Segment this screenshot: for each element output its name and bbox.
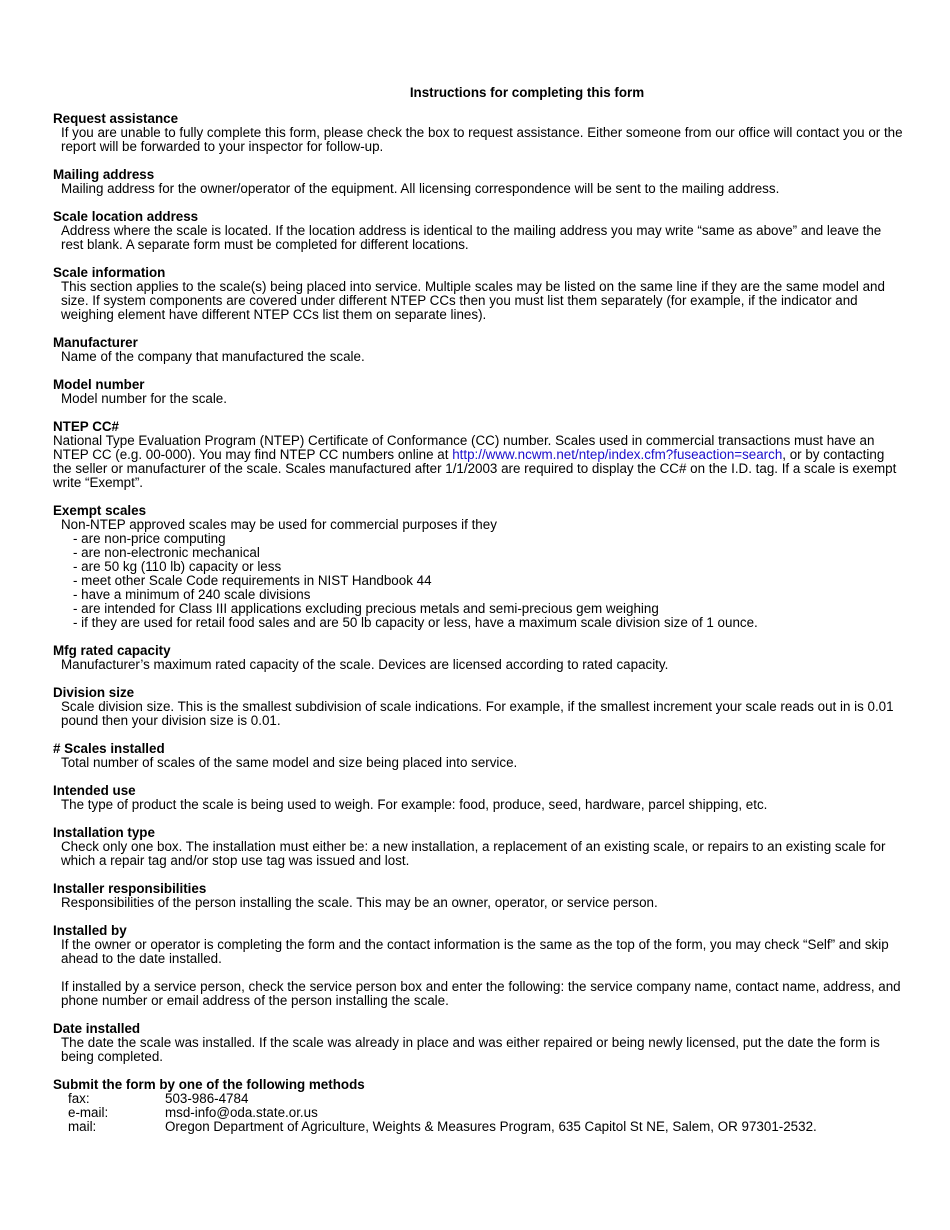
section-heading: # Scales installed	[53, 741, 165, 756]
section-heading: NTEP CC#	[53, 419, 119, 434]
list-item: - have a minimum of 240 scale divisions	[73, 587, 311, 602]
section-installation-type	[53, 826, 903, 868]
section-body: Responsibilities of the person installing the scale. This may be an owner, operator, or service person.	[61, 895, 658, 910]
section-installer-responsibilities	[53, 882, 903, 910]
section-intended-use	[53, 784, 903, 812]
section-body: If installed by a service person, check the service person box and enter the following: the service company name, contact name, address, and phone number or email address of the person installing the scale.	[61, 979, 901, 1008]
submit-row-email	[53, 1106, 903, 1120]
list-item: - are 50 kg (110 lb) capacity or less	[73, 559, 282, 574]
section-body: If the owner or operator is completing the form and the contact information is the same as the top of the form, you may check “Self” and skip ahead to the date installed.	[61, 937, 889, 966]
section-heading: Installer responsibilities	[53, 881, 207, 896]
section-heading: Scale location address	[53, 209, 199, 224]
section-heading: Mfg rated capacity	[53, 643, 171, 658]
submit-label: fax:	[68, 1091, 90, 1106]
section-body: Name of the company that manufactured the scale.	[61, 349, 365, 364]
list-item: - are non-price computing	[73, 531, 226, 546]
section-manufacturer	[53, 336, 903, 364]
section-body: Non-NTEP approved scales may be used for commercial purposes if they	[61, 517, 497, 532]
list-item: - meet other Scale Code requirements in NIST Handbook 44	[73, 573, 432, 588]
section-body: The date the scale was installed. If the scale was already in place and was either repaired or being newly licensed, put the date the form is being completed.	[61, 1035, 880, 1064]
section-mfg-rated-capacity	[53, 644, 903, 672]
submit-row-fax	[53, 1092, 903, 1106]
section-body: Total number of scales of the same model and size being placed into service.	[61, 755, 518, 770]
section-body: Model number for the scale.	[61, 391, 227, 406]
section-heading: Division size	[53, 685, 135, 700]
submit-row-mail	[53, 1120, 903, 1134]
instructions-page	[53, 86, 903, 1148]
section-heading: Manufacturer	[53, 335, 138, 350]
section-request-assistance	[53, 112, 903, 154]
section-heading: Submit the form by one of the following methods	[53, 1077, 365, 1092]
section-date-installed	[53, 1022, 903, 1064]
list-item: - are non-electronic mechanical	[73, 545, 260, 560]
section-scales-installed	[53, 742, 903, 770]
section-body	[53, 434, 903, 490]
submit-value: Oregon Department of Agriculture, Weights & Measures Program, 635 Capitol St NE, Salem, OR 97301-2532.	[165, 1119, 817, 1134]
section-submit-methods	[53, 1078, 903, 1134]
section-body: Scale division size. This is the smallest subdivision of scale indications. For example, if the smallest increment your scale reads out in is 0.01 pound then your division size is 0.01.	[61, 699, 894, 728]
section-body: Manufacturer’s maximum rated capacity of the scale. Devices are licensed according to rated capacity.	[61, 657, 669, 672]
submit-label: mail:	[68, 1119, 97, 1134]
section-heading: Installation type	[53, 825, 155, 840]
section-heading: Exempt scales	[53, 503, 147, 518]
section-body: If you are unable to fully complete this form, please check the box to request assistance. Either someone from our office will contact you or the report will be forwarded to your inspector for follow-up.	[61, 125, 903, 154]
ntep-body-pre: National Type Evaluation Program (NTEP) Certificate of Conformance (CC) number. Scales used in commercial transactions must have an NTEP CC (e.g. 00-000). You may find NTEP CC numbers online at	[53, 433, 875, 462]
section-heading: Date installed	[53, 1021, 141, 1036]
section-heading: Request assistance	[53, 111, 179, 126]
submit-label: e-mail:	[68, 1105, 109, 1120]
section-heading: Mailing address	[53, 167, 155, 182]
section-mailing-address	[53, 168, 903, 196]
list-item: - if they are used for retail food sales and are 50 lb capacity or less, have a maximum scale division size of 1 ounce.	[73, 615, 758, 630]
section-heading: Installed by	[53, 923, 127, 938]
section-exempt-scales	[53, 504, 903, 630]
section-body: Mailing address for the owner/operator of the equipment. All licensing correspondence will be sent to the mailing address.	[61, 181, 780, 196]
submit-value: 503-986-4784	[165, 1091, 249, 1106]
section-body: Check only one box. The installation must either be: a new installation, a replacement of an existing scale, or repairs to an existing scale for which a repair tag and/or stop use tag was issued and lost.	[61, 839, 886, 868]
section-heading: Intended use	[53, 783, 136, 798]
section-heading: Scale information	[53, 265, 166, 280]
section-ntep-cc	[53, 420, 903, 490]
ntep-body-post: , or by contacting the seller or manufacturer of the scale. Scales manufactured after 1/1/2003 are required to display the CC# on the I.D. tag. If a scale is exempt write “Exempt”.	[53, 447, 897, 490]
section-division-size	[53, 686, 903, 728]
section-scale-location	[53, 210, 903, 252]
section-body: This section applies to the scale(s) being placed into service. Multiple scales may be listed on the same line if they are the same model and size. If system components are covered under different NTEP CCs then you must list them separately (for example, if the indicator and weighing element have different NTEP CCs list them on separate lines).	[61, 279, 885, 322]
section-installed-by	[53, 924, 903, 1008]
list-item: - are intended for Class III applications excluding precious metals and semi-precious gem weighing	[73, 601, 659, 616]
section-model-number	[53, 378, 903, 406]
submit-value: msd-info@oda.state.or.us	[165, 1105, 318, 1120]
section-scale-information	[53, 266, 903, 322]
page-title: Instructions for completing this form	[409, 85, 645, 100]
section-body: The type of product the scale is being used to weigh. For example: food, produce, seed, hardware, parcel shipping, etc.	[61, 797, 768, 812]
section-body: Address where the scale is located. If the location address is identical to the mailing address you may write “same as above” and leave the rest blank. A separate form must be completed for different locations.	[61, 223, 882, 252]
ntep-search-link[interactable]: http://www.ncwm.net/ntep/index.cfm?fuseaction=search	[452, 447, 783, 462]
section-heading: Model number	[53, 377, 145, 392]
